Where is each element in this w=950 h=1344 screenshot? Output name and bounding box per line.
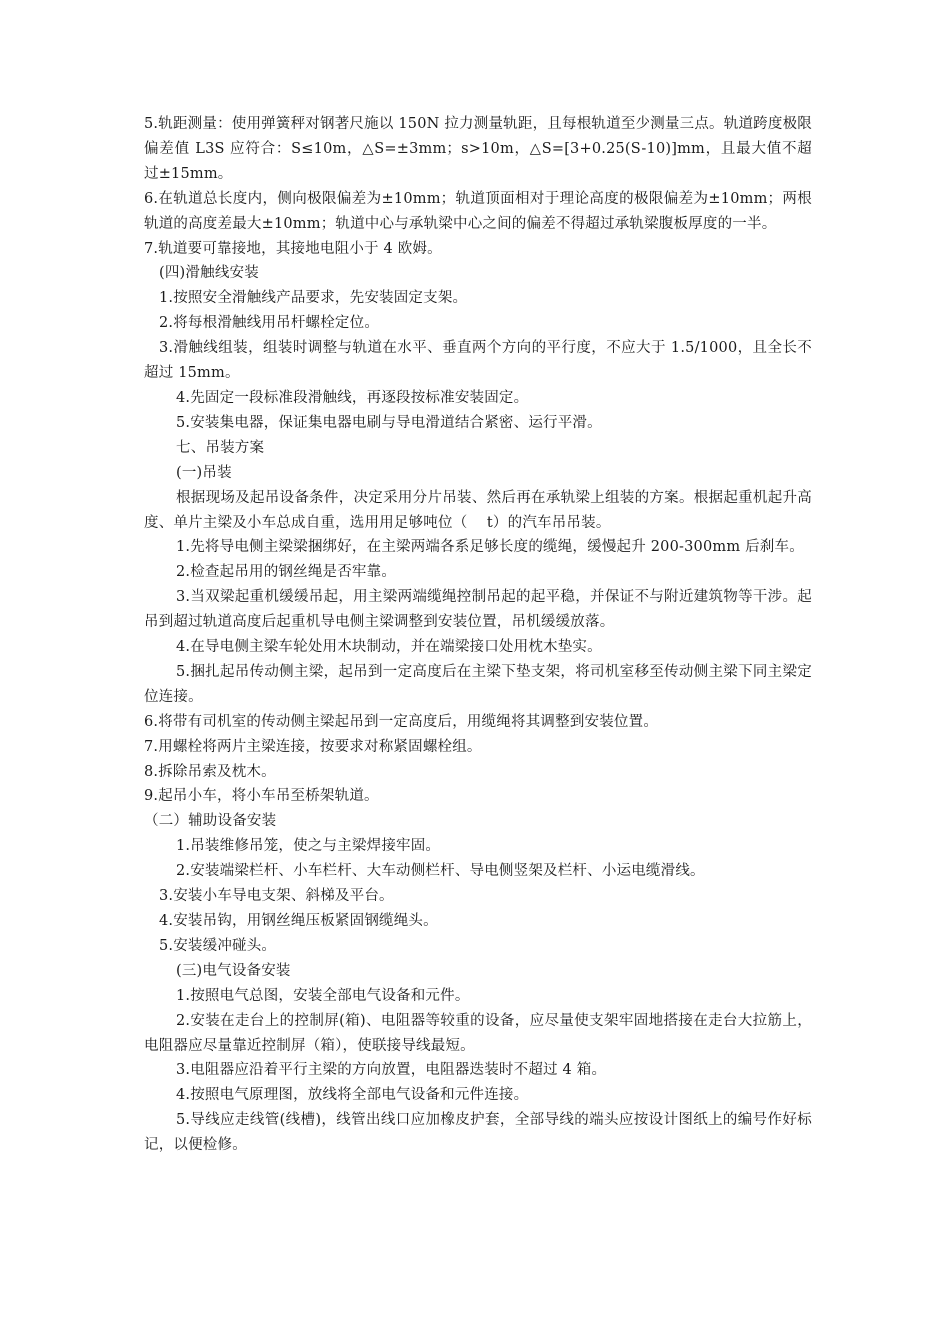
section-heading: （二）辅助设备安装	[144, 813, 277, 830]
paragraph: 根据现场及起吊设备条件，决定采用分片吊装、然后再在承轨梁上组装的方案。根据起重机起升高度、单片主梁及小车总成自重，选用用足够吨位（ t）的汽车吊吊装。	[144, 489, 812, 531]
paragraph: 6.将带有司机室的传动侧主梁起吊到一定高度后，用缆绳将其调整到安装位置。	[144, 713, 659, 730]
section-heading: (一)吊装	[176, 464, 232, 481]
paragraph: 2.将每根滑触线用吊杆螺栓定位。	[159, 315, 380, 332]
paragraph: 3.安装小车导电支架、斜梯及平台。	[159, 888, 394, 905]
paragraph: 1.先将导电侧主梁梁捆绑好，在主梁两端各系足够长度的缆绳，缓慢起升 200-300mm 后刹车。	[176, 539, 804, 556]
paragraph: 5.安装缓冲碰头。	[159, 937, 277, 954]
section-heading: (四)滑触线安装	[159, 265, 259, 282]
paragraph: 2.检查起吊用的钢丝绳是否牢靠。	[176, 564, 397, 581]
paragraph: 3.电阻器应沿着平行主梁的方向放置，电阻器迭装时不超过 4 箱。	[176, 1062, 607, 1079]
section-heading: 七、吊装方案	[176, 439, 265, 456]
paragraph: 4.先固定一段标准段滑触线，再逐段按标准安装固定。	[176, 389, 529, 406]
paragraph: 5.导线应走线管(线槽)，线管出线口应加橡皮护套，全部导线的端头应按设计图纸上的编号作好标记，以便检修。	[144, 1112, 812, 1154]
section-heading: (三)电气设备安装	[176, 962, 291, 979]
paragraph: 4.按照电气原理图，放线将全部电气设备和元件连接。	[176, 1087, 529, 1104]
paragraph: 1.按照安全滑触线产品要求，先安装固定支架。	[159, 290, 468, 307]
paragraph: 4.安装吊钩，用钢丝绳压板紧固钢缆绳头。	[159, 913, 438, 929]
paragraph: 7.轨道要可靠接地，其接地电阻小于 4 欧姆。	[144, 240, 442, 257]
paragraph: 3.当双梁起重机缓缓吊起，用主梁两端缆绳控制吊起的起平稳，并保证不与附近建筑物等干涉。起吊到超过轨道高度后起重机导电侧主梁调整到安装位置，吊机缓缓放落。	[144, 589, 812, 631]
paragraph: 5.安装集电器，保证集电器电刷与导电滑道结合紧密、运行平滑。	[176, 414, 602, 431]
paragraph: 2.安装端梁栏杆、小车栏杆、大车动侧栏杆、导电侧竖架及栏杆、小运电缆滑线。	[176, 863, 705, 880]
paragraph: 8.拆除吊索及枕木。	[144, 763, 276, 780]
paragraph: 1.按照电气总图，安装全部电气设备和元件。	[176, 987, 470, 1004]
paragraph: 1.吊装维修吊笼，使之与主梁焊接牢固。	[176, 838, 441, 855]
paragraph: 4.在导电侧主梁车轮处用木块制动，并在端梁接口处用枕木垫实。	[176, 639, 602, 656]
document-body	[144, 112, 812, 1158]
paragraph: 2.安装在走台上的控制屏(箱)、电阻器等较重的设备，应尽量使支架牢固地搭接在走台大拉筋上，电阻器应尽量靠近控制屏（箱），使联接导线最短。	[144, 1012, 812, 1054]
paragraph: 5.捆扎起吊传动侧主梁，起吊到一定高度后在主梁下垫支架，将司机室移至传动侧主梁下同主梁定位连接。	[144, 663, 812, 705]
paragraph: 5.轨距测量：使用弹簧秤对钢著尺施以 150N 拉力测量轨距，且每根轨道至少测量三点。轨道跨度极限偏差值 L3S 应符合：S≤10m，△S=±3mm；s>10m，△S=[3+0.25(S-10)]mm，且最大值不超过±15mm。	[144, 116, 812, 182]
paragraph: 9.起吊小车，将小车吊至桥架轨道。	[144, 788, 379, 805]
paragraph: 7.用螺栓将两片主梁连接，按要求对称紧固螺栓组。	[144, 738, 482, 755]
paragraph: 6.在轨道总长度内，侧向极限偏差为±10mm；轨道顶面相对于理论高度的极限偏差为±10mm；两根轨道的高度差最大±10mm；轨道中心与承轨梁中心之间的偏差不得超过承轨梁腹板厚度的一半。	[144, 190, 812, 232]
paragraph: 3.滑触线组装，组装时调整与轨道在水平、垂直两个方向的平行度，不应大于 1.5/1000，且全长不超过 15mm。	[144, 340, 812, 382]
